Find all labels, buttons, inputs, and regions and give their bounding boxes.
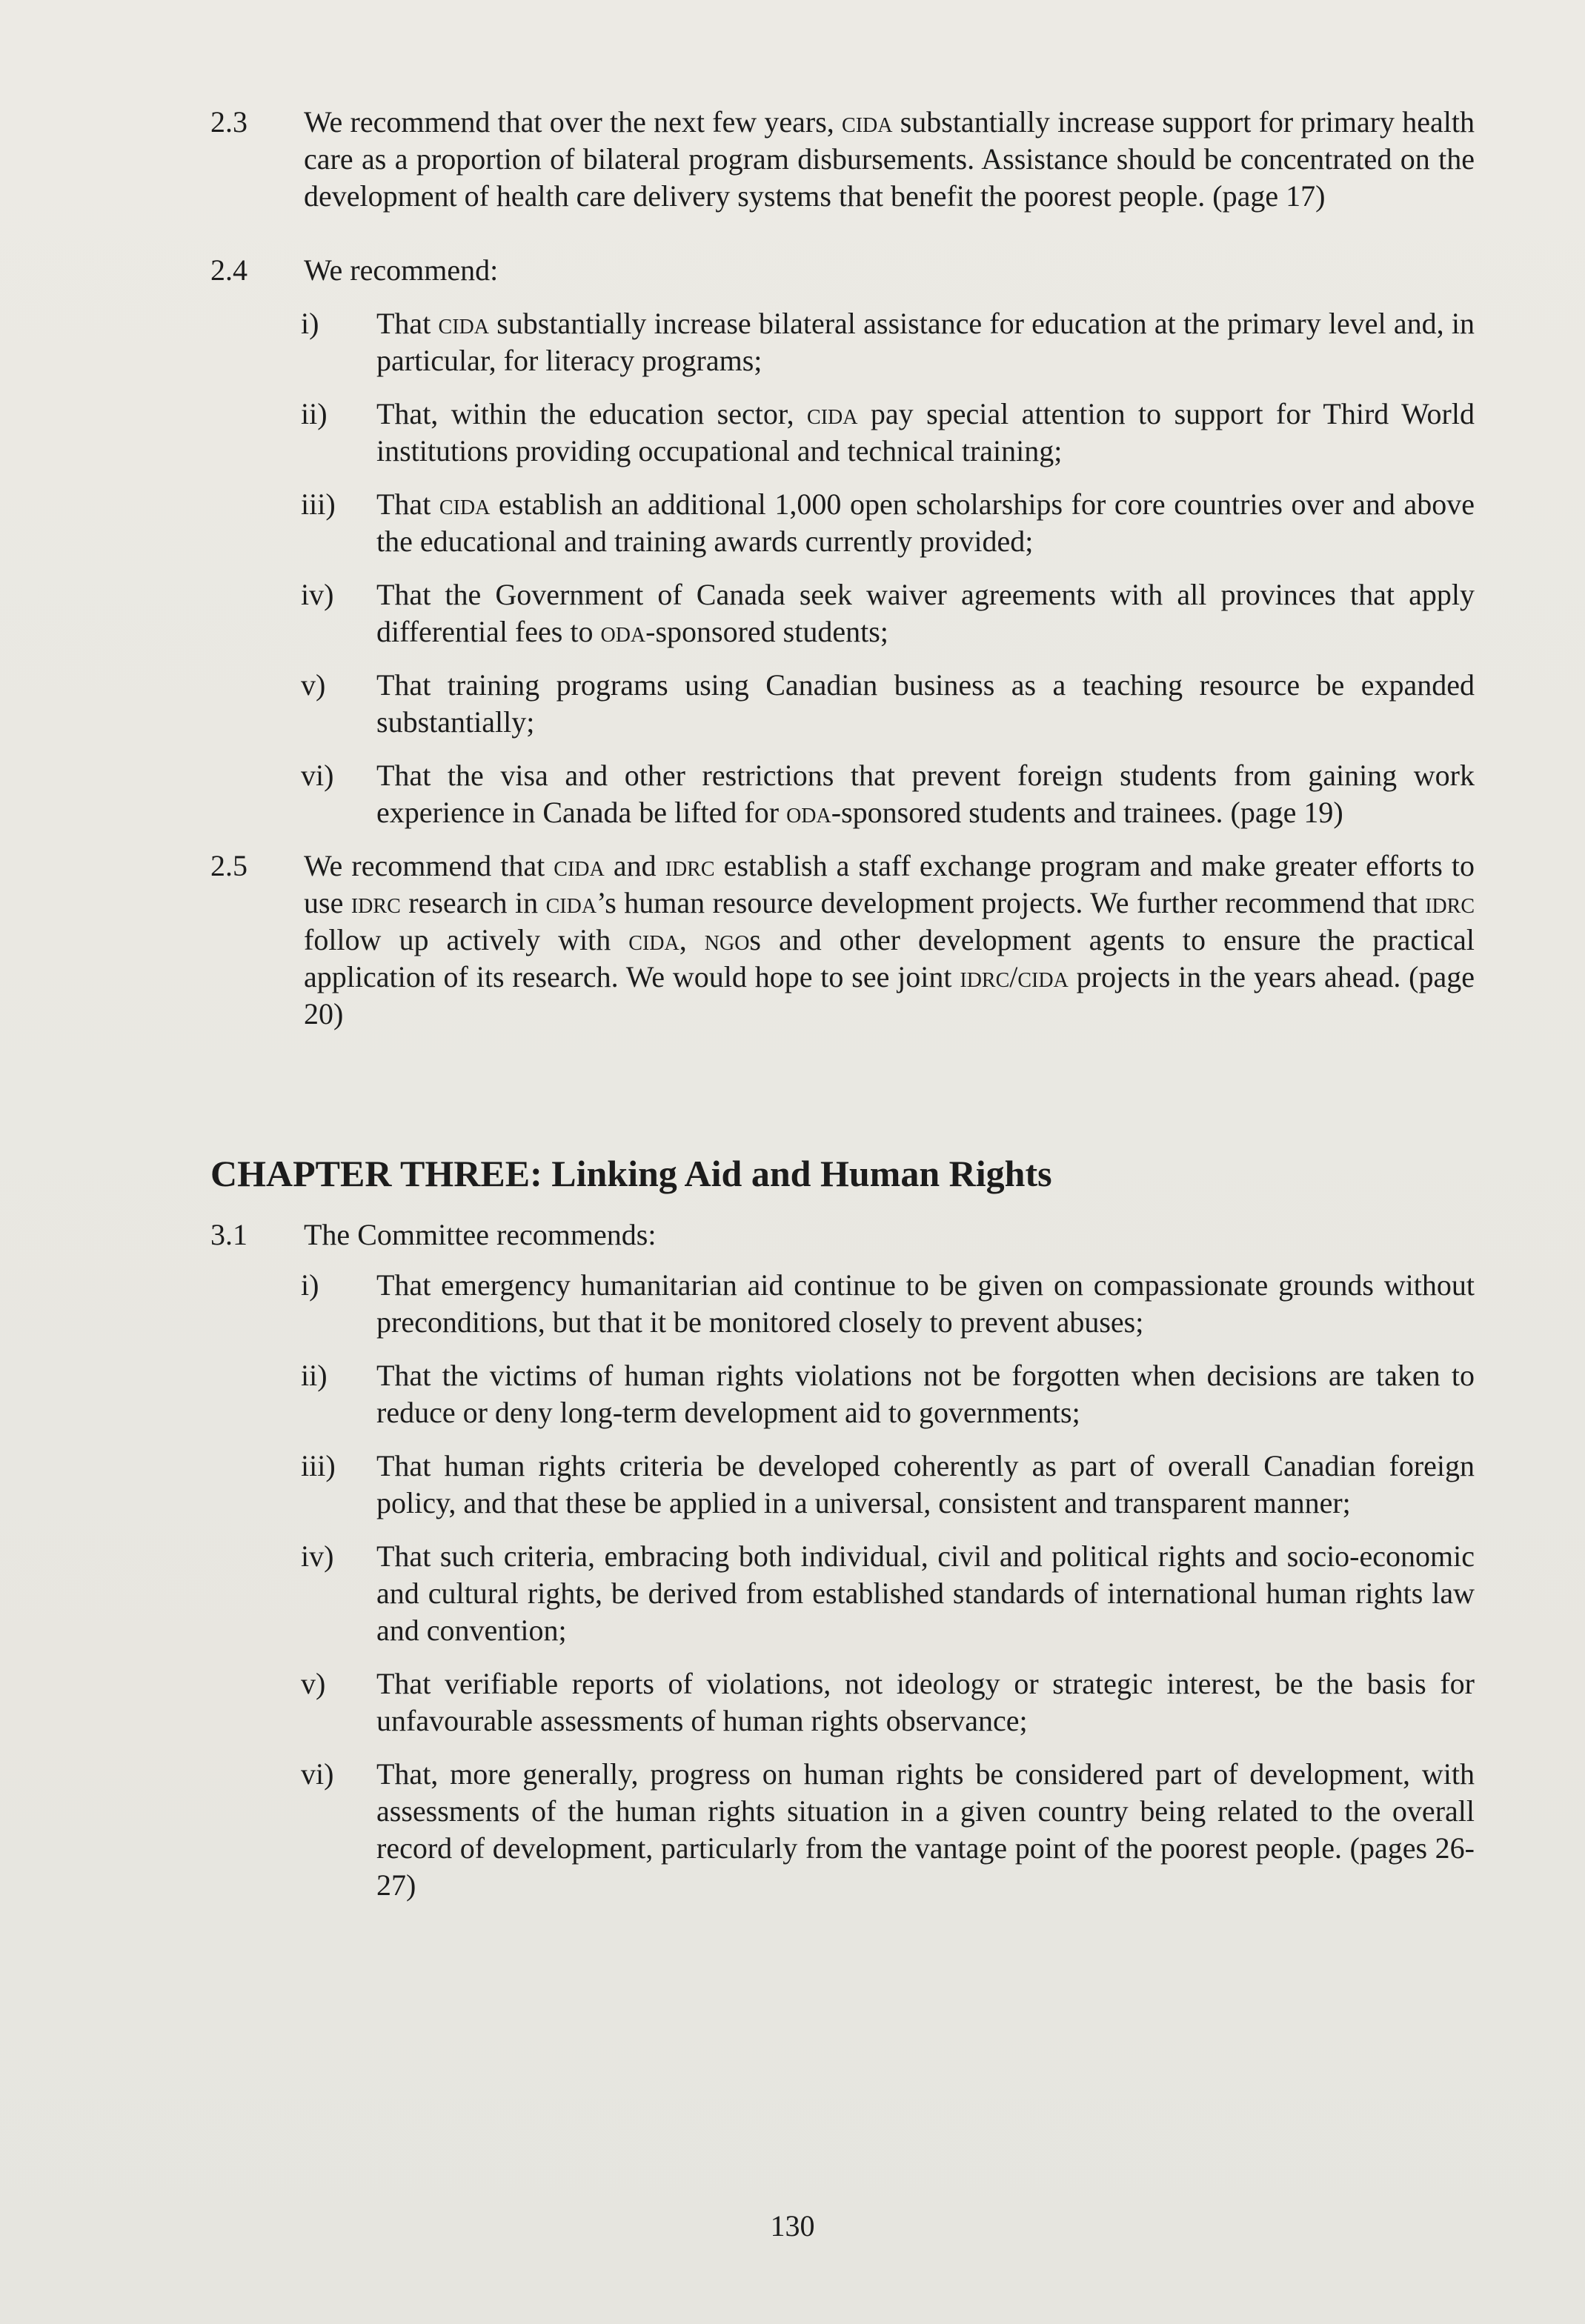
- sub-item-number: ii): [301, 397, 328, 430]
- text-run: -sponsored students;: [645, 615, 888, 648]
- text-run: That the Government of Canada seek waiver agreements with all provinces that apply differential fees to: [376, 578, 1475, 648]
- sub-item-2-4-iii: [210, 486, 1475, 560]
- recommendation-number: 2.5: [210, 849, 247, 882]
- text-run: substantially increase bilateral assistance for education at the primary level and, in particular, for literacy programs;: [376, 307, 1475, 377]
- acronym: cida: [554, 849, 605, 882]
- text-run: That, within the education sector,: [376, 397, 808, 430]
- page-number: 130: [770, 2209, 815, 2243]
- acronym: cida: [842, 105, 893, 139]
- text-run: That emergency humanitarian aid continue to be given on compassionate grounds without preconditions, but that it be monitored closely to prevent abuses;: [376, 1268, 1475, 1339]
- sub-item-2-4-i: [210, 305, 1475, 379]
- recommendation-number: 2.4: [210, 253, 247, 287]
- text-run: That human rights criteria be developed coherently as part of overall Canadian foreign policy, and that these be applied in a universal, consistent and transparent manner;: [376, 1449, 1475, 1519]
- text-run: s and other development agents to ensure the practical application of its research. We would hope to see joint: [304, 923, 1475, 993]
- recommendation-2-4: [210, 252, 1475, 289]
- sub-item-2-4-vi: [210, 757, 1475, 831]
- sub-item-3-1-vi: [210, 1756, 1475, 1904]
- sub-item-2-4-v: [210, 667, 1475, 741]
- sub-item-number: iv): [301, 578, 334, 611]
- text-run: ’s human resource development projects. We further recommend that: [597, 886, 1426, 919]
- sub-item-3-1-iv: [210, 1538, 1475, 1649]
- acronym: cida: [545, 886, 597, 919]
- acronym: cida: [628, 923, 679, 956]
- text-run: pay special attention to support for Third World institutions providing occupational and technical training;: [376, 397, 1475, 467]
- sub-item-number: i): [301, 1268, 319, 1302]
- text-run: We recommend that: [304, 849, 554, 882]
- text-run: follow up actively with: [304, 923, 629, 956]
- sub-item-3-1-v: [210, 1665, 1475, 1739]
- chapter-heading: CHAPTER THREE: Linking Aid and Human Rights: [210, 1153, 1052, 1194]
- acronym: idrc: [1425, 886, 1475, 919]
- text-run: research in: [400, 886, 546, 919]
- text-run: That verifiable reports of violations, not ideology or strategic interest, be the basis for unfavourable assessments of human rights observance;: [376, 1667, 1475, 1737]
- acronym: oda: [786, 796, 831, 829]
- acronym: oda: [600, 615, 646, 648]
- acronym: idrc: [665, 849, 715, 882]
- text-run: That the visa and other restrictions that prevent foreign students from gaining work experience in Canada be lifted for: [376, 759, 1475, 829]
- sub-item-number: v): [301, 668, 326, 702]
- sub-item-number: v): [301, 1667, 326, 1700]
- acronym: cida: [807, 397, 858, 430]
- sub-item-number: vi): [301, 759, 334, 792]
- sub-item-number: iii): [301, 1449, 336, 1482]
- recommendation-2-3: [210, 104, 1475, 215]
- acronym: idrc/cida: [960, 960, 1069, 993]
- text-run: ,: [679, 923, 705, 956]
- page-content: [210, 104, 1475, 1904]
- text-run: substantially increase support for primary health care as a proportion of bilateral program disbursements. Assistance should be concentrated on the development of health care delivery systems that benefit the poorest people. (page 17): [304, 105, 1475, 213]
- text-run: That such criteria, embracing both individual, civil and political rights and socio-economic and cultural rights, be derived from established standards of international human rights law and convention;: [376, 1539, 1475, 1647]
- text-run: -sponsored students and trainees. (page 19): [831, 796, 1343, 829]
- text-run: That, more generally, progress on human rights be considered part of development, with assessments of the human rights situation in a given country being related to the overall record of development, particularly from the vantage point of the poorest people. (pages 26-27): [376, 1757, 1475, 1902]
- sub-item-3-1-i: [210, 1267, 1475, 1341]
- text-run: That the victims of human rights violations not be forgotten when decisions are taken to reduce or deny long-term development aid to governments;: [376, 1359, 1475, 1429]
- sub-item-3-1-ii: [210, 1357, 1475, 1431]
- sub-item-number: vi): [301, 1757, 334, 1791]
- text-run: and: [604, 849, 665, 882]
- recommendation-intro: The Committee recommends:: [304, 1218, 657, 1251]
- sub-item-number: iv): [301, 1539, 334, 1573]
- recommendation-2-5: [210, 848, 1475, 1033]
- sub-item-2-4-iv: [210, 576, 1475, 650]
- acronym: cida: [439, 487, 491, 521]
- text-run: That: [376, 307, 439, 340]
- recommendation-intro: We recommend:: [304, 253, 499, 287]
- recommendation-3-1: [210, 1216, 1475, 1253]
- acronym: cida: [438, 307, 489, 340]
- acronym: ngo: [704, 923, 750, 956]
- sub-item-number: ii): [301, 1359, 328, 1392]
- sub-item-2-4-ii: [210, 396, 1475, 470]
- text-run: That training programs using Canadian business as a teaching resource be expanded substantially;: [376, 668, 1475, 739]
- recommendation-number: 3.1: [210, 1218, 247, 1251]
- text-run: establish a staff exchange program and make greater efforts to use: [304, 849, 1475, 919]
- text-run: projects in the years ahead. (page 20): [304, 960, 1475, 1031]
- recommendation-number: 2.3: [210, 105, 247, 139]
- sub-item-3-1-iii: [210, 1448, 1475, 1522]
- text-run: establish an additional 1,000 open scholarships for core countries over and above the educational and training awards currently provided;: [376, 487, 1475, 558]
- acronym: idrc: [350, 886, 401, 919]
- text-run: We recommend that over the next few years,: [304, 105, 843, 139]
- text-run: That: [376, 487, 439, 521]
- sub-item-number: i): [301, 307, 319, 340]
- sub-item-number: iii): [301, 487, 336, 521]
